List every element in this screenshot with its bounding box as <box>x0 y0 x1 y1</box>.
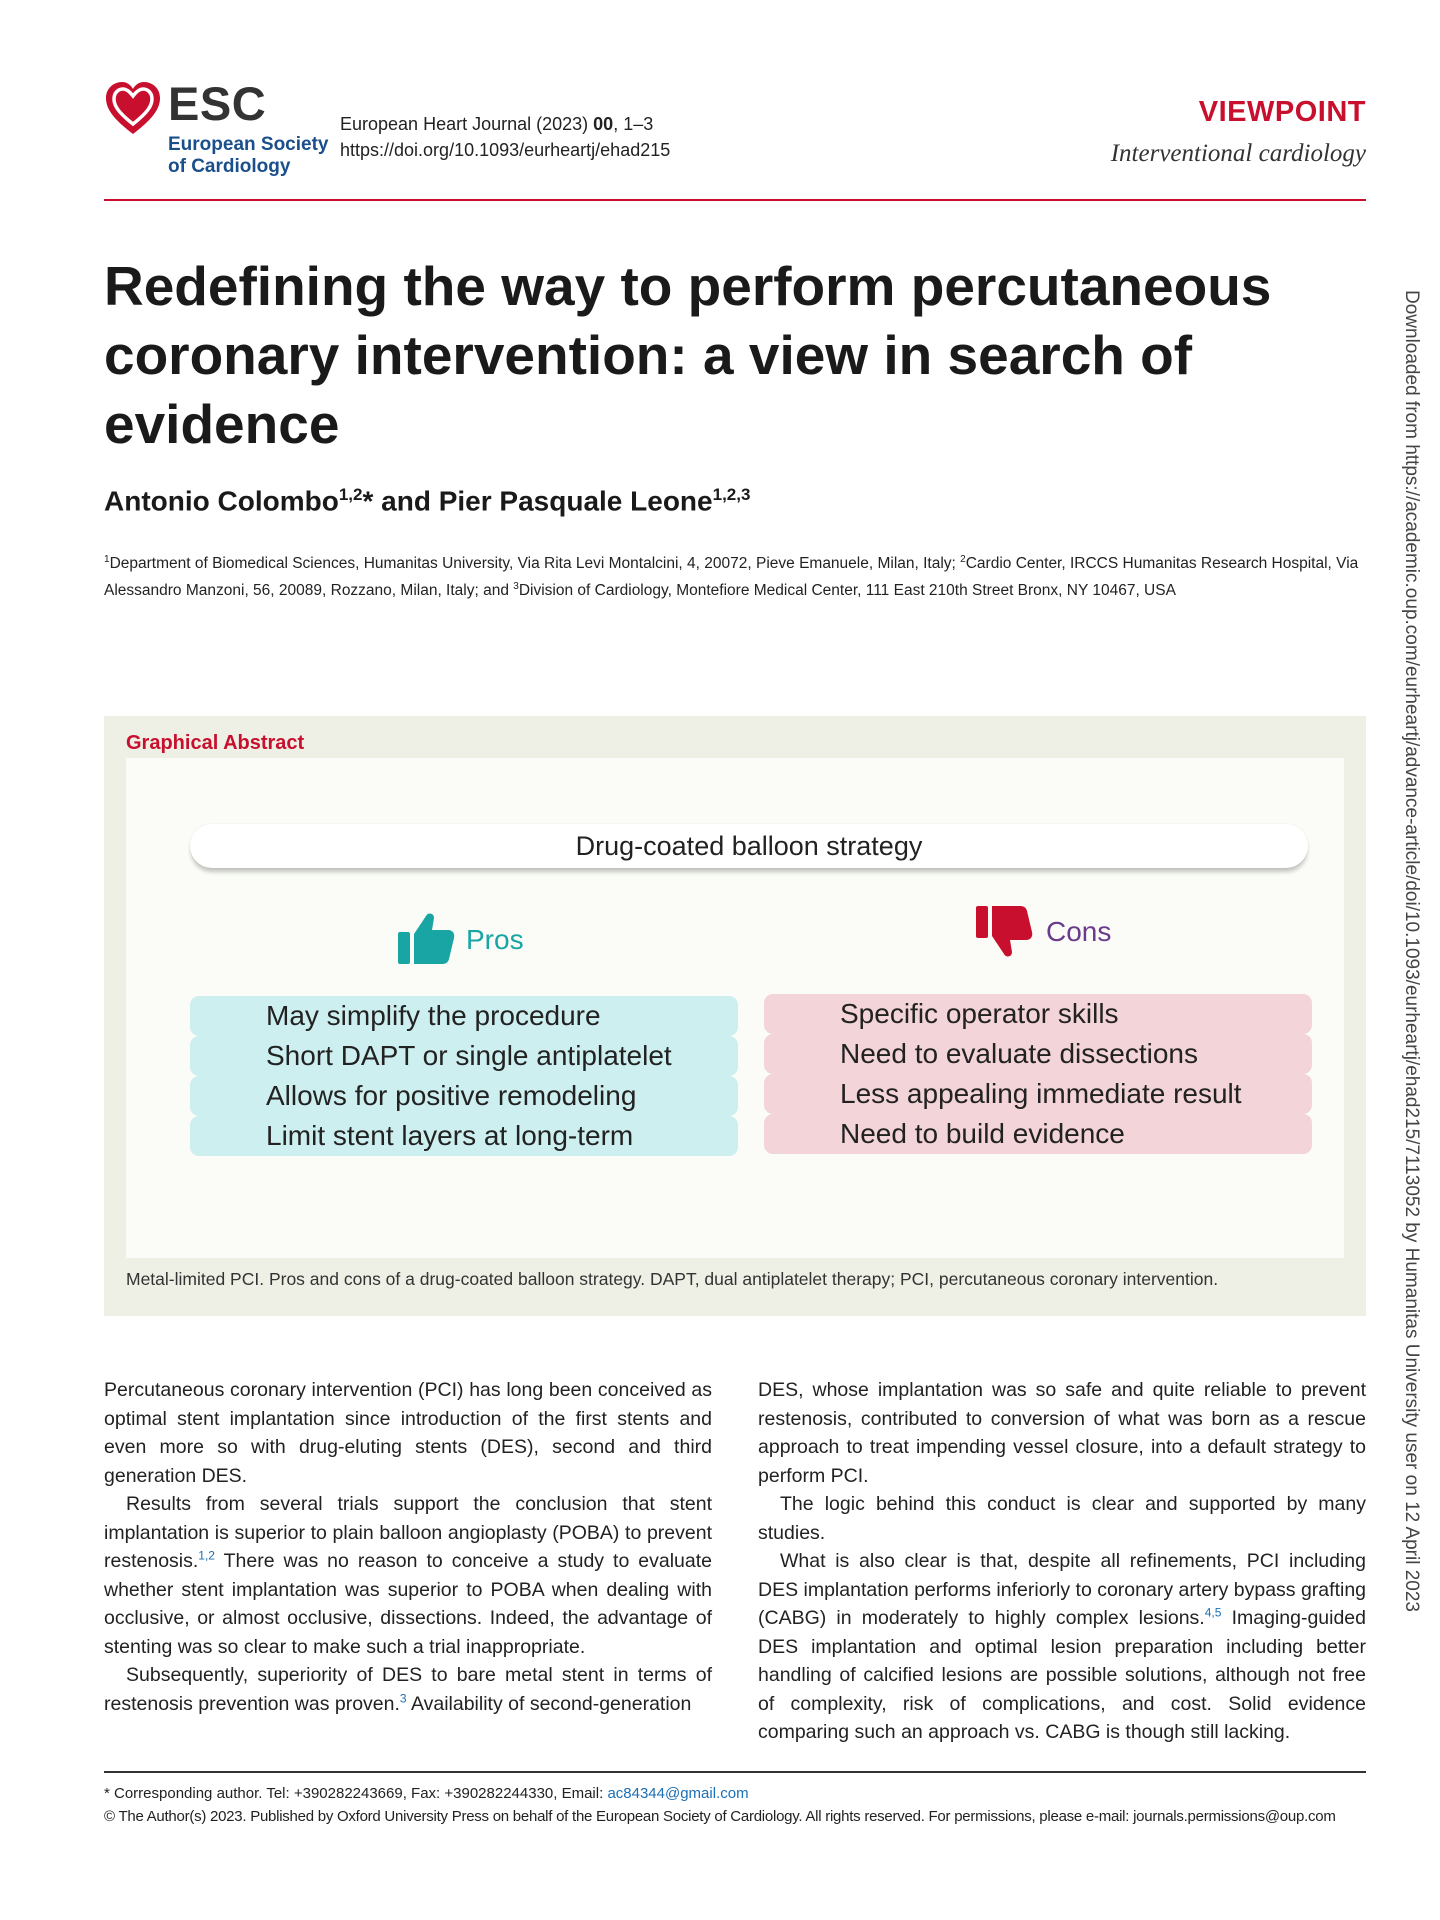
body-paragraph: The logic behind this conduct is clear and supported by many studies. <box>758 1493 1366 1544</box>
citation-link[interactable]: 3 <box>399 1691 407 1705</box>
section-label: VIEWPOINT <box>1198 96 1366 128</box>
email-link[interactable]: ac84344@gmail.com <box>607 1785 749 1802</box>
subsection-label: Interventional cardiology <box>1110 140 1366 167</box>
corresponding-text: * Corresponding author. Tel: +390282243669, Fax: +390282244330, Email: <box>104 1785 608 1802</box>
strategy-banner: Drug-coated balloon strategy <box>190 824 1308 868</box>
author-affil-sup: 1,2,3 <box>712 485 751 504</box>
citation-link[interactable]: 4,5 <box>1204 1605 1222 1620</box>
pros-item: Limit stent layers at long-term <box>190 1116 738 1156</box>
pros-label: Pros <box>466 924 524 955</box>
body-column-right <box>758 1376 1366 1747</box>
corresponding-mark: * <box>362 485 374 517</box>
copyright-note: © The Author(s) 2023. Published by Oxford University Press on behalf of the European Society of Cardiology. All rights reserved. For permissions, please e-mail: journals.permissions@oup.com <box>104 1808 1336 1825</box>
affil-text: Department of Biomedical Sciences, Humanitas University, Via Rita Levi Montalcini, 4, 20072, Pieve Emanuele, Milan, Italy; <box>109 555 961 573</box>
cons-item: Need to build evidence <box>764 1114 1312 1154</box>
journal-volume: 00 <box>593 114 614 134</box>
affil-sup: 3 <box>513 581 519 593</box>
body-paragraph: Percutaneous coronary intervention (PCI) has long been conceived as optimal stent implantation since introduction of the first stents and even more so with drug-eluting stents (DES), second and third generation DES. <box>104 1379 712 1487</box>
thumbs-down-icon <box>974 904 1034 960</box>
pros-item: Allows for positive remodeling <box>190 1076 738 1116</box>
download-notice: Downloaded from https://academic.oup.com/eurheartj/advance-article/doi/10.1093/eurheartj/ehad215/7113052 by Humanitas University user on 12 April 2023 <box>1401 290 1422 1612</box>
cons-item: Specific operator skills <box>764 994 1312 1034</box>
affil-text: Cardio Center, IRCCS Humanitas Research Hospital, Via Alessandro Manzoni, 56, 20089, Rozzano, Milan, Italy; and <box>104 555 1359 600</box>
author-affil-sup: 1,2 <box>338 485 363 504</box>
affil-text: Division of Cardiology, Montefiore Medical Center, 111 East 210th Street Bronx, NY 10467, USA <box>518 582 1176 600</box>
journal-name: European Heart Journal (2023) <box>340 114 589 134</box>
affil-sup: 2 <box>960 554 966 565</box>
esc-logo <box>104 77 336 180</box>
cons-item: Need to evaluate dissections <box>764 1034 1312 1074</box>
author-list <box>104 485 750 517</box>
cons-label: Cons <box>1046 916 1112 947</box>
body-paragraph: Subsequently, superiority of DES to bare metal stent in terms of restenosis prevention was proven.$^3$ Availability of second-generation <box>104 1664 712 1715</box>
affil-sup: 1 <box>104 554 110 565</box>
affiliations <box>104 548 1366 602</box>
article-title: Redefining the way to perform percutaneous coronary intervention: a view in search of evidence <box>104 255 1272 455</box>
doi-link[interactable]: https://doi.org/10.1093/eurheartj/ehad215 <box>340 140 671 160</box>
author-conjunction: and <box>373 485 439 517</box>
heart-logo-icon <box>104 80 162 138</box>
author-name: Pier Pasquale Leone <box>438 485 713 517</box>
graphical-abstract-panel <box>126 758 1344 1258</box>
graphical-abstract <box>104 716 1366 1316</box>
body-paragraph: Results from several trials support the conclusion that stent implantation is superior to plain balloon angioplasty (POBA) to prevent restenosis.$^{1,2}$ There was no reason to conceive a study to evaluate whether stent implantation was superior to POBA when dealing with occlusive, or almost occlusive, dissections. Indeed, the advantage of stenting was so clear to make such a trial inappropriate. <box>104 1493 712 1658</box>
cons-item: Less appealing immediate result <box>764 1074 1312 1114</box>
pros-item: May simplify the procedure <box>190 996 738 1036</box>
pros-item: Short DAPT or single antiplatelet <box>190 1036 738 1076</box>
download-notice-sidebar <box>1398 290 1428 1690</box>
footnote-divider <box>104 1771 1366 1773</box>
body-paragraph: What is also clear is that, despite all refinements, PCI including DES implantation performs inferiorly to coronary artery bypass grafting (CABG) in moderately to highly complex lesions.$^{4,5}$ Imaging-guided DES implantation and optimal lesion preparation including better handling of calcified lesions are possible solutions, although not free of complexity, risk of complications, and cost. Solid evidence comparing such an approach vs. CABG is though still lacking. <box>758 1550 1367 1743</box>
logo-name-line1: European Society <box>168 134 329 155</box>
graphical-abstract-caption: Metal-limited PCI. Pros and cons of a drug-coated balloon strategy. DAPT, dual antiplatelet therapy; PCI, percutaneous coronary intervention. <box>126 1269 1219 1289</box>
body-paragraph: DES, whose implantation was so safe and quite reliable to prevent restenosis, contributed to conversion of what was born as a rescue approach to treat impending vessel closure, into a default strategy to perform PCI. <box>758 1379 1366 1487</box>
corresponding-author-note <box>104 1785 749 1802</box>
body-column-left <box>104 1376 712 1718</box>
graphical-abstract-label: Graphical Abstract <box>126 732 305 754</box>
thumbs-up-icon <box>396 910 456 966</box>
logo-name-line2: of Cardiology <box>168 156 291 177</box>
journal-citation <box>340 114 653 135</box>
header-divider <box>104 199 1366 201</box>
journal-pages: , 1–3 <box>613 114 654 134</box>
citation-link[interactable]: 1,2 <box>198 1548 215 1563</box>
logo-abbrev: ESC <box>168 77 267 130</box>
author-name: Antonio Colombo <box>104 485 339 517</box>
